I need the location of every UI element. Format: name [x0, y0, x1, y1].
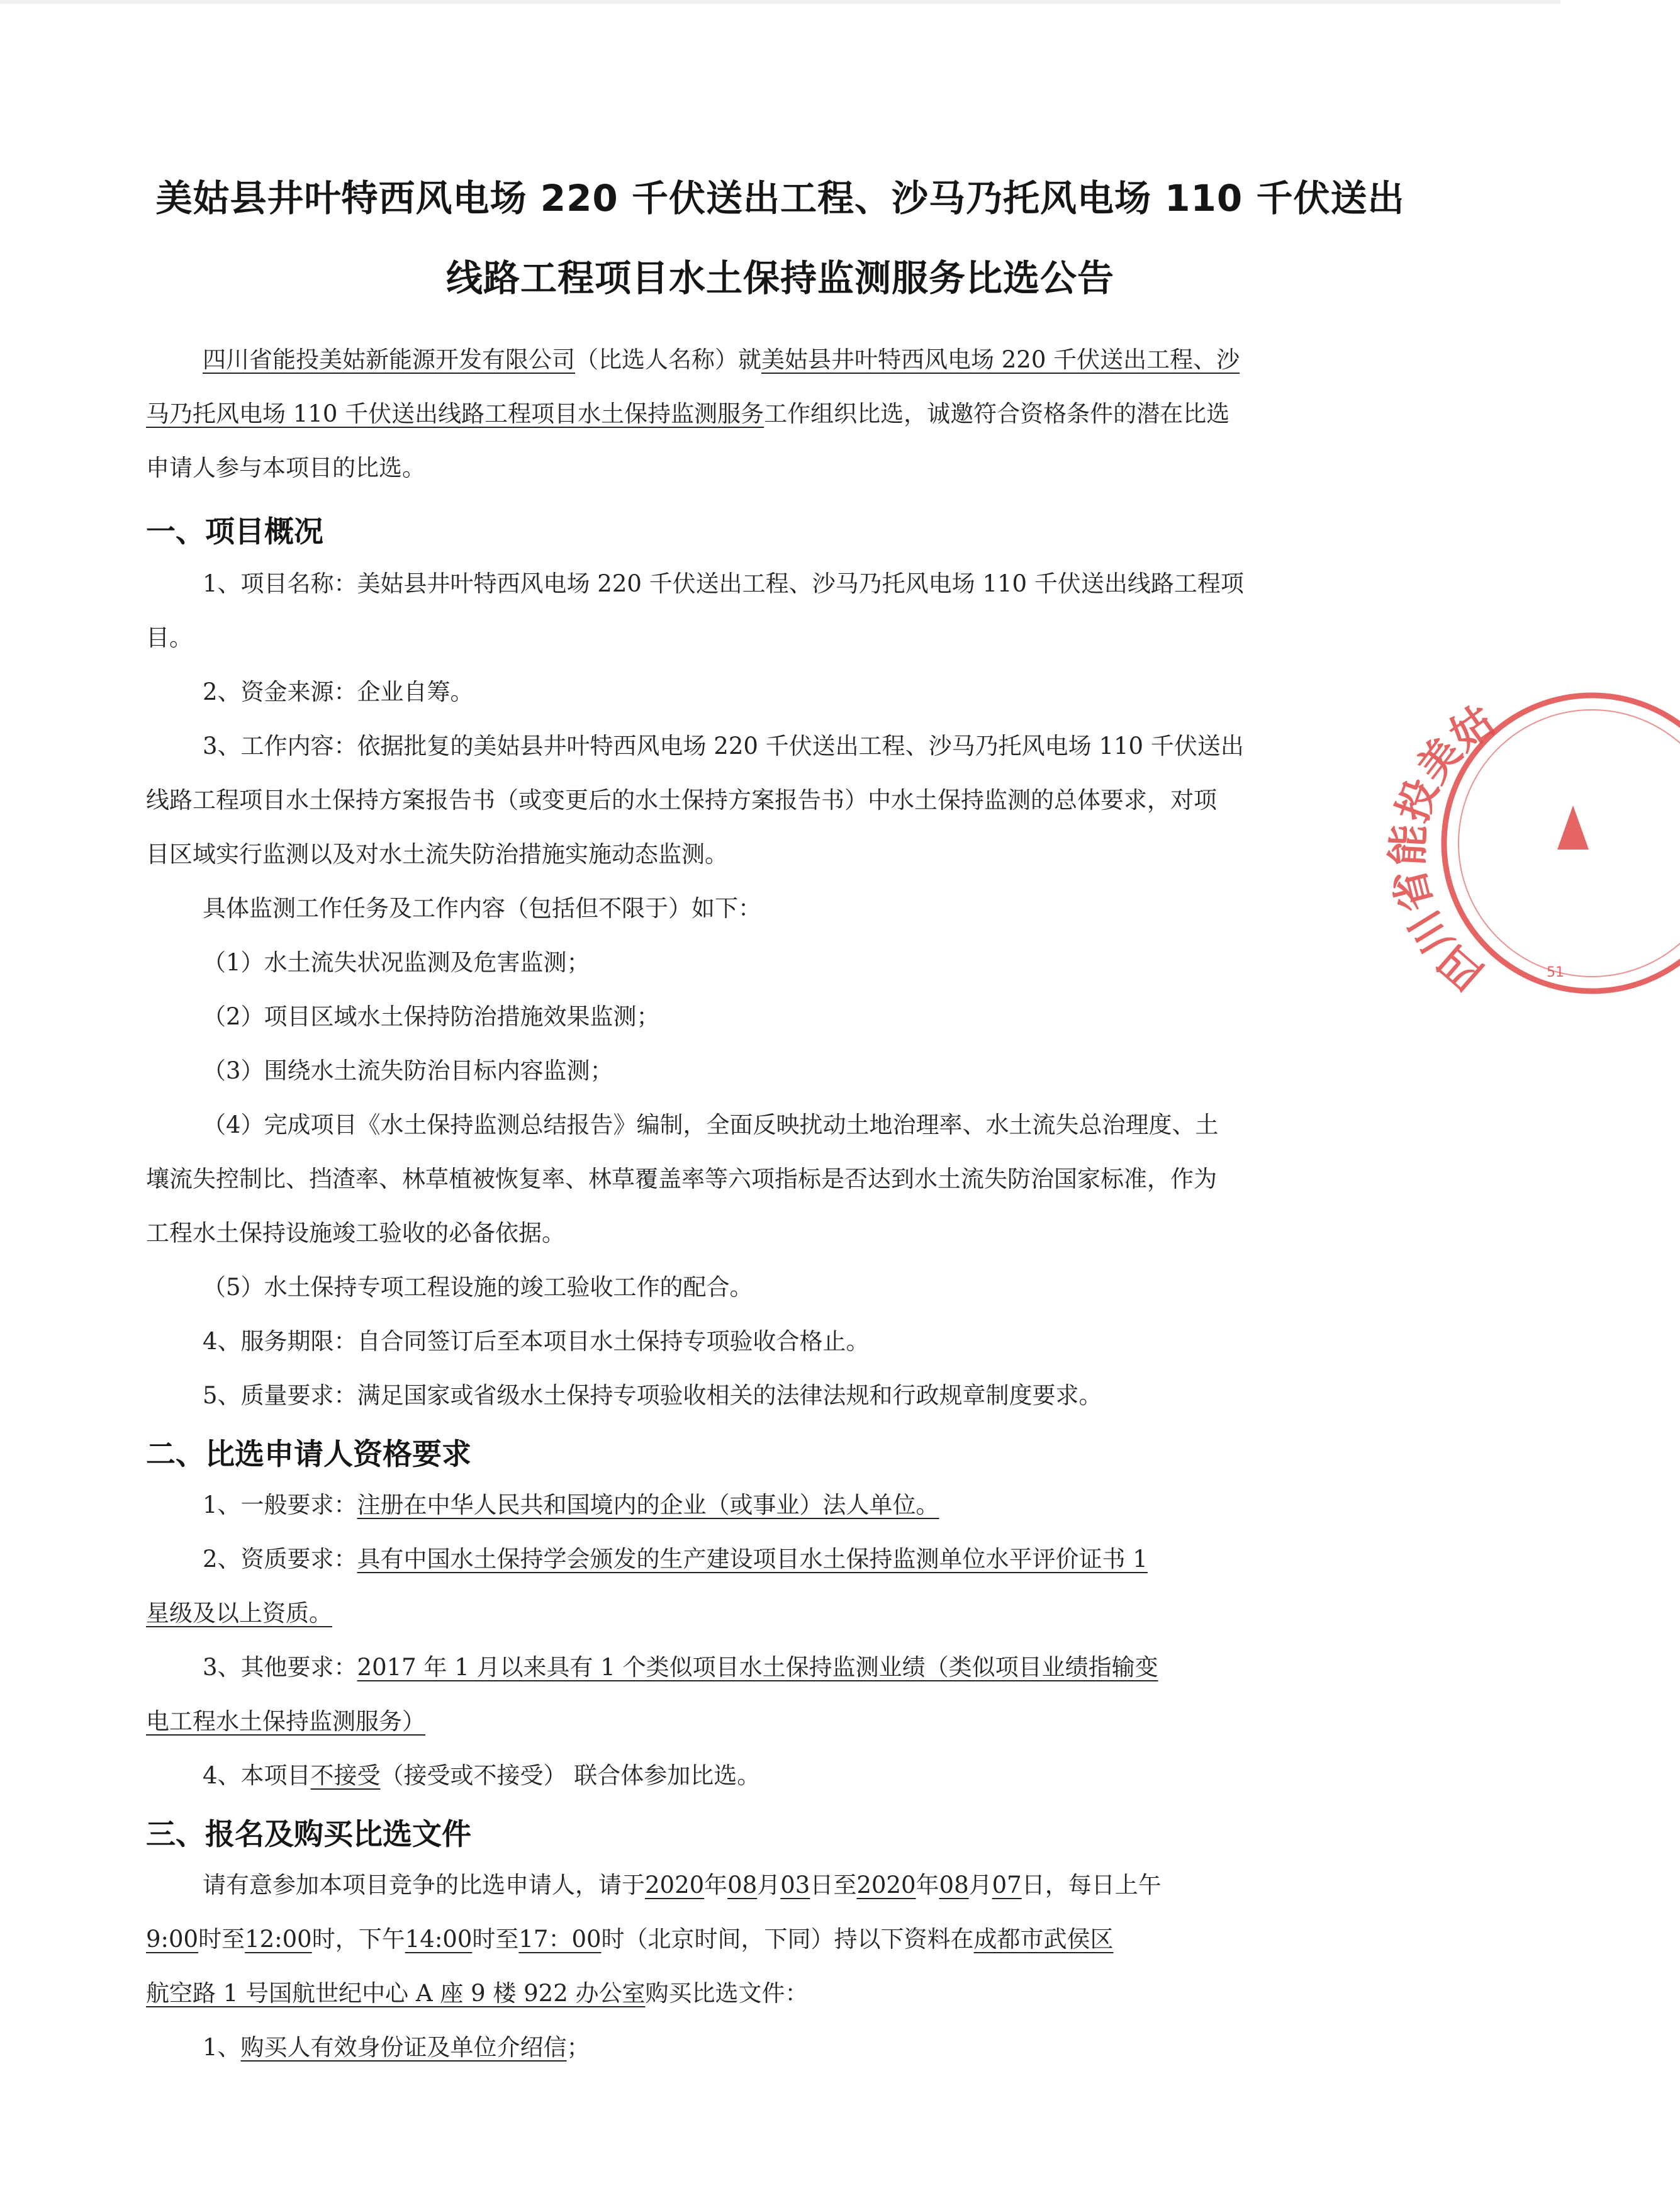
s1-task-3: （3）围绕水土流失防治目标内容监测； — [203, 1057, 613, 1084]
end-day: 07 — [992, 1871, 1022, 1899]
s2-req4 — [203, 1761, 760, 1791]
seal-text: 四川省能投美姑新能 — [1383, 641, 1503, 999]
location-a: 成都市武侯区 — [973, 1926, 1114, 1953]
start-year: 2020 — [645, 1871, 705, 1899]
req4-pre: 4、本项目 — [203, 1762, 311, 1789]
title-line-1: 美姑县井叶特西风电场 220 千伏送出工程、沙马乃托风电场 110 千伏送出 — [155, 177, 1405, 220]
s3-doc-1 — [203, 2033, 590, 2063]
project-name-b: 马乃托风电场 110 千伏送出线路工程项目水土保持监测服务 — [146, 400, 764, 427]
req4-post: （接受或不接受） 联合体参加比选。 — [380, 1762, 761, 1789]
s3-para-line1 — [203, 1870, 1162, 1900]
intro-mid: （比选人名称）就 — [575, 346, 761, 373]
start-month: 08 — [727, 1871, 758, 1899]
yue-1: 月 — [757, 1871, 781, 1899]
s3-para-line2 — [146, 1924, 1114, 1955]
s1-item3-line3: 目区域实行监测以及对水土流失防治措施实施动态监测。 — [146, 841, 728, 868]
req2-label: 2、资质要求： — [203, 1546, 357, 1573]
s2-req2-line1 — [203, 1544, 1148, 1574]
daily-am: 日，每日上午 — [1021, 1871, 1162, 1899]
s2-req3-line2 — [146, 1707, 425, 1737]
intro-line-2 — [146, 399, 1229, 429]
am-start: 9:00 — [146, 1926, 199, 1953]
s2-req3-line1 — [203, 1652, 1158, 1683]
req1-label: 1、一般要求： — [203, 1491, 357, 1518]
time-note: 时（北京时间，下同）持以下资料在 — [601, 1926, 974, 1953]
s1-task-4-line1: （4）完成项目《水土保持监测总结报告》编制，全面反映扰动土地治理率、水土流失总治理度、土 — [203, 1111, 1219, 1138]
intro-rest: 工作组织比选，诚邀符合资格条件的潜在比选 — [764, 400, 1230, 427]
req2-value-b: 星级及以上资质。 — [146, 1600, 332, 1627]
project-name-a: 美姑县井叶特西风电场 220 千伏送出工程、沙 — [761, 346, 1240, 373]
req2-value-a: 具有中国水土保持学会颁发的生产建设项目水土保持监测单位水平评价证书 1 — [357, 1546, 1148, 1573]
s1-item5: 5、质量要求：满足国家或省级水土保持专项验收相关的法律法规和行政规章制度要求。 — [203, 1382, 1102, 1409]
doc1-text: 购买人有效身份证及单位介绍信 — [240, 2034, 567, 2061]
seal-code: 51 — [1547, 965, 1564, 980]
s1-item3-line1: 3、工作内容：依据批复的美姑县井叶特西风电场 220 千伏送出工程、沙马乃托风电场 110 千伏送出 — [203, 732, 1244, 760]
nian-2: 年 — [916, 1871, 939, 1899]
s1-tasks-intro: 具体监测工作任务及工作内容（包括但不限于）如下： — [203, 895, 761, 922]
intro-line-3: 申请人参与本项目的比选。 — [146, 454, 425, 481]
doc1-num: 1、 — [203, 2034, 241, 2061]
section-1-heading: 一、项目概况 — [146, 515, 323, 549]
s1-item4: 4、服务期限：自合同签订后至本项目水土保持专项验收合格止。 — [203, 1328, 870, 1355]
ri-zhi: 日至 — [810, 1871, 857, 1899]
s1-task-4-line3: 工程水土保持设施竣工验收的必备依据。 — [146, 1220, 565, 1247]
s1-item2: 2、资金来源：企业自筹。 — [203, 678, 474, 705]
req4-value: 不接受 — [310, 1762, 381, 1789]
s1-task-5: （5）水土保持专项工程设施的竣工验收工作的配合。 — [203, 1274, 753, 1301]
pm-end: 17：00 — [518, 1926, 602, 1953]
s3-intro: 请有意参加本项目竞争的比选申请人，请于 — [203, 1871, 645, 1899]
pm-label: 时，下午 — [311, 1926, 405, 1953]
req3-value-a: 2017 年 1 月以来具有 1 个类似项目水土保持监测业绩（类似项目业绩指输变 — [357, 1654, 1158, 1681]
section-2-heading: 二、比选申请人资格要求 — [146, 1437, 471, 1472]
seal-star-icon — [1557, 805, 1589, 850]
scan-edge — [0, 0, 1560, 4]
am-end: 12:00 — [245, 1926, 312, 1953]
purchase-note: 购买比选文件： — [645, 1980, 809, 2007]
req1-value: 注册在中华人民共和国境内的企业（或事业）法人单位。 — [357, 1491, 939, 1518]
s1-task-4-line2: 壤流失控制比、挡渣率、林草植被恢复率、林草覆盖率等六项指标是否达到水土流失防治国家标准，作为 — [146, 1165, 1217, 1192]
s1-item1-line2: 目。 — [146, 624, 193, 651]
end-month: 08 — [939, 1871, 969, 1899]
company-seal-icon — [1383, 641, 1680, 1007]
s1-task-1: （1）水土流失状况监测及危害监测； — [203, 949, 590, 976]
end-year: 2020 — [856, 1871, 916, 1899]
s2-req1 — [203, 1490, 939, 1520]
s1-item1-line1: 1、项目名称：美姑县井叶特西风电场 220 千伏送出工程、沙马乃托风电场 110 千伏送出线路工程项 — [203, 570, 1244, 597]
s3-para-line3 — [146, 1978, 809, 2009]
title-line-2: 线路工程项目水土保持监测服务比选公告 — [445, 257, 1114, 300]
doc1-end: ； — [566, 2034, 590, 2061]
req3-label: 3、其他要求： — [203, 1654, 357, 1681]
shi-zhi-2: 时至 — [472, 1926, 519, 1953]
location-b: 航空路 1 号国航世纪中心 A 座 9 楼 922 办公室 — [146, 1980, 646, 2007]
yue-2: 月 — [968, 1871, 992, 1899]
intro-line-1 — [203, 345, 1240, 375]
section-3-heading: 三、报名及购买比选文件 — [146, 1817, 471, 1852]
start-day: 03 — [780, 1871, 810, 1899]
req3-value-b: 电工程水土保持监测服务） — [146, 1708, 425, 1735]
s1-task-2: （2）项目区域水土保持防治措施效果监测； — [203, 1003, 660, 1030]
nian-1: 年 — [704, 1871, 728, 1899]
shi-zhi-1: 时至 — [198, 1926, 245, 1953]
s1-item3-line2: 线路工程项目水土保持方案报告书（或变更后的水土保持方案报告书）中水土保持监测的总体要求，对项 — [146, 787, 1217, 814]
pm-start: 14:00 — [405, 1926, 473, 1953]
company-name: 四川省能投美姑新能源开发有限公司 — [203, 346, 575, 373]
s2-req2-line2 — [146, 1598, 332, 1629]
